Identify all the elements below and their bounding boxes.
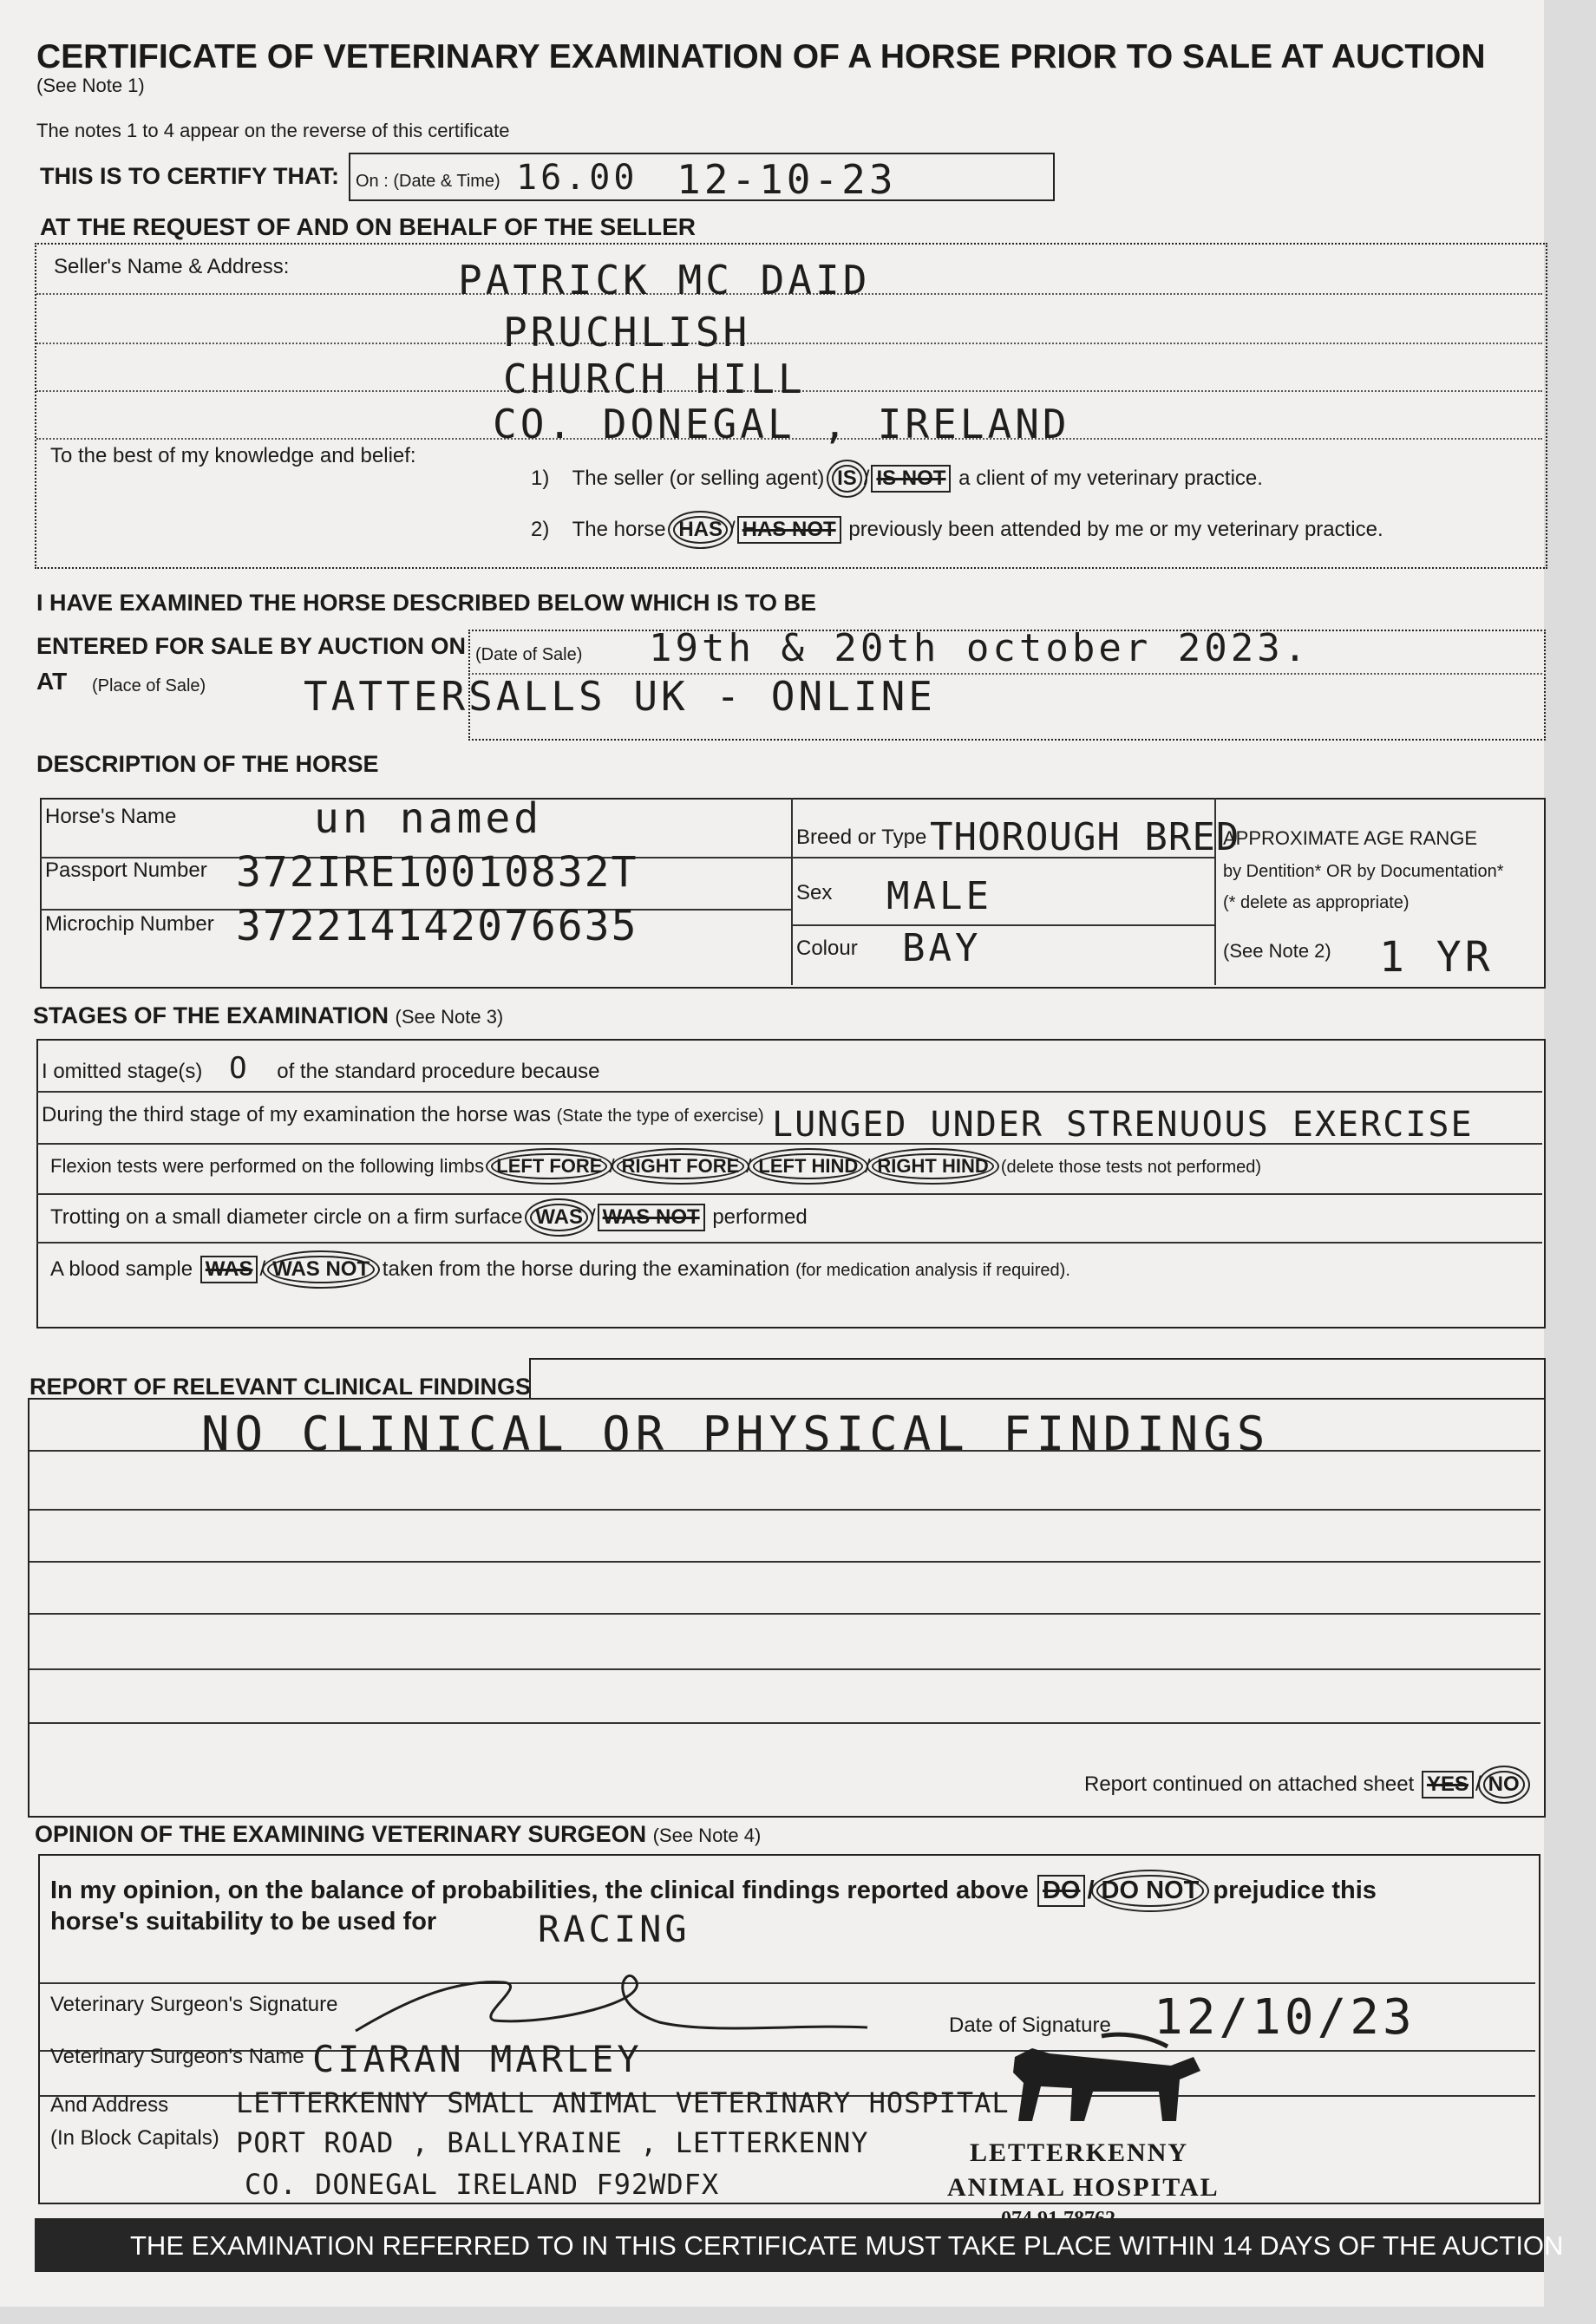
passport-label: Passport Number — [45, 858, 207, 882]
knowledge-label: To the best of my knowledge and belief: — [50, 444, 416, 467]
statement-1-post: a client of my veterinary practice. — [958, 467, 1263, 490]
clinical-finding[interactable]: NO CLINICAL OR PHYSICAL FINDINGS — [201, 1407, 1271, 1461]
blood-row: A blood sample WAS / WAS NOT taken from the horse during the examination (for medication analysis if required). — [50, 1256, 1070, 1283]
age-range-title: APPROXIMATE AGE RANGE — [1223, 827, 1477, 849]
signature-label: Veterinary Surgeon's Signature — [50, 1993, 338, 2016]
report-continued-label: Report continued on attached sheet — [1084, 1772, 1415, 1796]
third-stage-note: (State the type of exercise) — [556, 1107, 764, 1126]
seller-name-label: Seller's Name & Address: — [54, 255, 290, 278]
vet-signature[interactable] — [347, 1970, 885, 2040]
entered-label: ENTERED FOR SALE BY AUCTION ON — [36, 633, 467, 659]
report-line — [29, 1509, 1540, 1511]
horse-has-not-option[interactable]: HAS NOT — [737, 516, 841, 544]
opinion-do-not-option[interactable]: DO NOT — [1096, 1875, 1205, 1907]
third-stage-row — [42, 1103, 764, 1127]
opinion-text-pre: In my opinion, on the balance of probabilities, the clinical findings reported above — [50, 1877, 1029, 1904]
stages-heading-text: STAGES OF THE EXAMINATION — [33, 1002, 389, 1028]
omitted-post: of the standard procedure because — [277, 1060, 600, 1083]
horse-name-label: Horse's Name — [45, 805, 177, 828]
vet-name-label: Veterinary Surgeon's Name — [50, 2045, 304, 2068]
report-heading-box — [529, 1358, 1546, 1400]
seller-is-option[interactable]: IS — [832, 465, 862, 493]
sale-place-value[interactable]: TATTERSALLS UK - ONLINE — [304, 673, 936, 720]
stamp-line-2: ANIMAL HOSPITAL — [947, 2173, 1220, 2202]
page-title: CERTIFICATE OF VETERINARY EXAMINATION OF A HORSE PRIOR TO SALE AT AUCTION — [36, 38, 1486, 75]
seller-line-2[interactable]: PRUCHLISH — [503, 309, 751, 356]
stages-row-divider — [36, 1091, 1542, 1093]
blood-was-option[interactable]: WAS — [200, 1256, 258, 1283]
flexion-label: Flexion tests were performed on the following limbs — [50, 1155, 485, 1177]
see-note-1: (See Note 1) — [36, 75, 145, 96]
trotting-post: performed — [712, 1205, 808, 1229]
seller-line-4[interactable]: CO. DONEGAL , IRELAND — [493, 401, 1070, 447]
exam-date-value[interactable]: 12-10-23 — [677, 156, 897, 203]
footer-notice: THE EXAMINATION REFERRED TO IN THIS CERTIFICATE MUST TAKE PLACE WITHIN 14 DAYS OF THE AUCTION — [130, 2230, 1564, 2261]
trotting-was-not-option[interactable]: WAS NOT — [598, 1204, 705, 1231]
stages-heading-note: (See Note 3) — [395, 1006, 504, 1028]
description-col-divider — [791, 798, 793, 985]
certify-label: THIS IS TO CERTIFY THAT: — [40, 163, 340, 189]
horse-name-value[interactable]: un named — [314, 794, 543, 843]
exam-time-value[interactable]: 16.00 — [516, 158, 638, 198]
blood-note: (for medication analysis if required). — [795, 1261, 1070, 1280]
third-stage-value[interactable]: LUNGED UNDER STRENUOUS EXERCISE — [772, 1105, 1474, 1145]
suitability-use-value[interactable]: RACING — [538, 1908, 690, 1950]
trotting-row: Trotting on a small diameter circle on a firm surface WAS / WAS NOT performed — [50, 1204, 808, 1231]
statement-2: 2) The horse HAS / HAS NOT previously been attended by me or my veterinary practice. — [531, 516, 1383, 544]
report-heading: REPORT OF RELEVANT CLINICAL FINDINGS — [29, 1374, 532, 1400]
examined-label: I HAVE EXAMINED THE HORSE DESCRIBED BELOW WHICH IS TO BE — [36, 590, 817, 616]
seller-divider — [36, 343, 1542, 344]
horse-has-option[interactable]: HAS — [673, 516, 728, 544]
statement-1-number: 1) — [531, 467, 550, 490]
age-delete-note: (* delete as appropriate) — [1223, 893, 1410, 912]
statement-2-pre: The horse — [572, 518, 666, 541]
address-sub-label: (In Block Capitals) — [50, 2126, 219, 2150]
blood-post: taken from the horse during the examination — [382, 1257, 790, 1281]
statement-2-post: previously been attended by me or my veterinary practice. — [848, 518, 1383, 541]
dog-logo-icon — [998, 2031, 1206, 2131]
flexion-right-fore[interactable]: RIGHT FORE — [617, 1153, 745, 1179]
report-line — [29, 1722, 1540, 1724]
age-by-label: by Dentition* OR by Documentation* — [1223, 862, 1504, 881]
stages-heading — [33, 1002, 503, 1029]
flexion-left-fore[interactable]: LEFT FORE — [491, 1153, 607, 1179]
sale-at-label: AT — [36, 668, 68, 695]
address-line-1[interactable]: LETTERKENNY SMALL ANIMAL VETERINARY HOSPITAL — [236, 2086, 1010, 2119]
statement-2-number: 2) — [531, 518, 550, 541]
seller-is-not-option[interactable]: IS NOT — [871, 465, 951, 493]
stages-row-divider — [36, 1242, 1542, 1244]
address-line-3[interactable]: CO. DONEGAL IRELAND F92WDFX — [245, 2168, 720, 2201]
address-label: And Address — [50, 2093, 169, 2117]
microchip-value[interactable]: 372214142076635 — [236, 902, 638, 950]
passport-value[interactable]: 372IRE10010832T — [236, 848, 638, 897]
sex-value[interactable]: MALE — [886, 874, 992, 918]
flexion-right-hind[interactable]: RIGHT HIND — [872, 1153, 993, 1179]
seller-line-1[interactable]: PATRICK MC DAID — [458, 257, 871, 304]
on-date-time-label: On : (Date & Time) — [356, 172, 500, 191]
report-line — [29, 1613, 1540, 1615]
blood-was-not-option[interactable]: WAS NOT — [267, 1256, 375, 1283]
vet-name-value[interactable]: CIARAN MARLEY — [312, 2038, 643, 2080]
trotting-label: Trotting on a small diameter circle on a firm surface — [50, 1205, 523, 1229]
address-line-2[interactable]: PORT ROAD , BALLYRAINE , LETTERKENNY — [236, 2126, 869, 2159]
flexion-note: (delete those tests not performed) — [1000, 1158, 1262, 1177]
report-line — [29, 1668, 1540, 1670]
microchip-label: Microchip Number — [45, 912, 214, 936]
opinion-text-post: prejudice this — [1213, 1877, 1377, 1904]
colour-value[interactable]: BAY — [902, 926, 982, 970]
date-of-signature-value[interactable]: 12/10/23 — [1154, 1989, 1416, 2046]
continued-no-option[interactable]: NO — [1483, 1771, 1525, 1798]
notes-intro: The notes 1 to 4 appear on the reverse of this certificate — [36, 120, 510, 141]
flexion-row: Flexion tests were performed on the following limbs LEFT FORE / RIGHT FORE / LEFT HIND / RIGHT HIND (delete those tests not performed) — [50, 1153, 1261, 1179]
breed-value[interactable]: THOROUGH BRED — [930, 815, 1240, 859]
omitted-row — [42, 1051, 600, 1086]
trotting-was-option[interactable]: WAS — [530, 1204, 588, 1231]
seller-line-3[interactable]: CHURCH HILL — [503, 356, 806, 402]
age-note-label: (See Note 2) — [1223, 940, 1331, 962]
description-heading: DESCRIPTION OF THE HORSE — [36, 751, 379, 777]
report-line — [29, 1561, 1540, 1563]
sale-date-value[interactable]: 19th & 20th october 2023. — [649, 626, 1311, 670]
request-label: AT THE REQUEST OF AND ON BEHALF OF THE SELLER — [40, 213, 696, 240]
age-value[interactable]: 1 YR — [1379, 933, 1494, 982]
sale-place-label: (Place of Sale) — [92, 676, 206, 695]
opinion-line-1: In my opinion, on the balance of probabilities, the clinical findings reported above DO / DO NOT prejudice this — [50, 1875, 1377, 1907]
omitted-value[interactable]: O — [229, 1051, 251, 1086]
sex-label: Sex — [796, 881, 833, 904]
sale-date-label: (Date of Sale) — [475, 645, 583, 664]
colour-label: Colour — [796, 937, 858, 960]
statement-1-pre: The seller (or selling agent) — [572, 467, 825, 490]
opinion-line-2: horse's suitability to be used for — [50, 1908, 437, 1936]
opinion-heading — [35, 1821, 761, 1848]
stages-row-divider — [36, 1193, 1542, 1195]
description-row-divider — [791, 924, 1214, 926]
blood-label: A blood sample — [50, 1257, 193, 1281]
date-of-signature-label: Date of Signature — [949, 2014, 1111, 2037]
report-continued-row: Report continued on attached sheet YES / NO — [1084, 1771, 1527, 1798]
flexion-left-hind[interactable]: LEFT HIND — [753, 1153, 863, 1179]
opinion-heading-note: (See Note 4) — [652, 1825, 762, 1846]
opinion-do-option[interactable]: DO — [1037, 1875, 1086, 1907]
omitted-pre: I omitted stage(s) — [42, 1060, 203, 1083]
breed-label: Breed or Type — [796, 826, 927, 849]
stamp-line-1: LETTERKENNY — [970, 2138, 1189, 2167]
third-stage-label: During the third stage of my examination the horse was — [42, 1103, 551, 1126]
opinion-heading-text: OPINION OF THE EXAMINING VETERINARY SURGEON — [35, 1821, 647, 1847]
statement-1: 1) The seller (or selling agent) IS / IS NOT a client of my veterinary practice. — [531, 465, 1263, 493]
continued-yes-option[interactable]: YES — [1422, 1771, 1474, 1798]
